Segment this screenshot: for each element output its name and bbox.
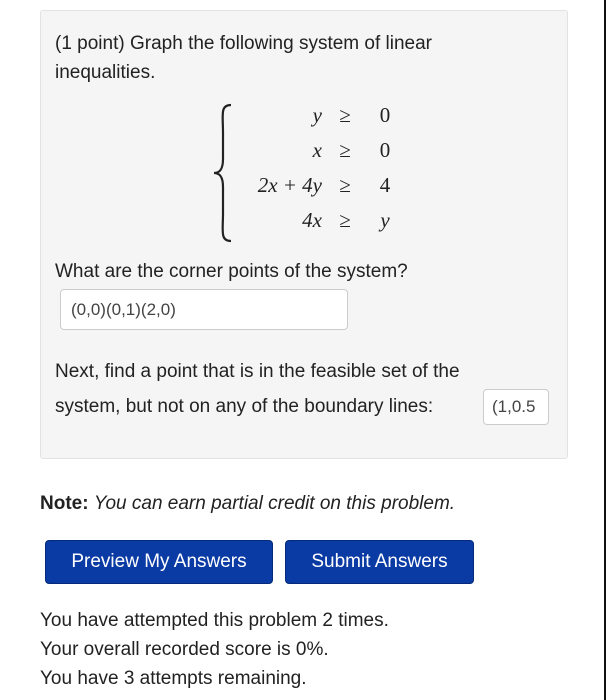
inequality-row bbox=[211, 103, 421, 133]
attempt-status bbox=[40, 606, 389, 693]
inequality-rhs: 0 bbox=[379, 103, 391, 127]
inequality-operator: ≥ bbox=[339, 138, 351, 162]
inequality-row bbox=[211, 173, 421, 203]
feasible-point-question: Next, find a point that is in the feasible set of the system, but not on any of the boundary lines: bbox=[55, 361, 460, 417]
inequality-system bbox=[211, 103, 421, 243]
preview-answers-button[interactable]: Preview My Answers bbox=[45, 540, 273, 584]
attempts-count-text: You have attempted this problem 2 times. bbox=[40, 610, 389, 631]
partial-credit-note bbox=[40, 493, 455, 515]
corner-points-input[interactable] bbox=[60, 289, 348, 330]
inequality-row bbox=[211, 138, 421, 168]
inequality-operator: ≥ bbox=[339, 103, 351, 127]
corner-points-question: What are the corner points of the system? bbox=[55, 261, 408, 282]
inequality-operator: ≥ bbox=[339, 208, 351, 232]
inequality-rhs: 4 bbox=[379, 173, 391, 197]
submit-answers-button[interactable]: Submit Answers bbox=[285, 540, 474, 584]
inequality-rhs: y bbox=[380, 208, 390, 232]
inequality-lhs: y bbox=[312, 103, 322, 127]
problem-prompt: (1 point) Graph the following system of linear inequalities. bbox=[55, 33, 433, 83]
problem-panel bbox=[40, 10, 568, 459]
inequality-lhs: 4x bbox=[302, 208, 322, 232]
inequality-lhs: x bbox=[312, 138, 322, 162]
note-text: You can earn partial credit on this problem. bbox=[93, 493, 456, 514]
recorded-score-text: Your overall recorded score is 0%. bbox=[40, 639, 329, 660]
attempts-remaining-text: You have 3 attempts remaining. bbox=[40, 668, 307, 689]
feasible-point-input[interactable] bbox=[483, 389, 549, 425]
note-label: Note: bbox=[40, 493, 89, 514]
inequality-lhs: 2x + 4y bbox=[257, 173, 322, 197]
inequality-rhs: 0 bbox=[379, 138, 391, 162]
inequality-operator: ≥ bbox=[339, 173, 351, 197]
inequality-row bbox=[211, 208, 421, 238]
window-edge bbox=[604, 0, 606, 700]
